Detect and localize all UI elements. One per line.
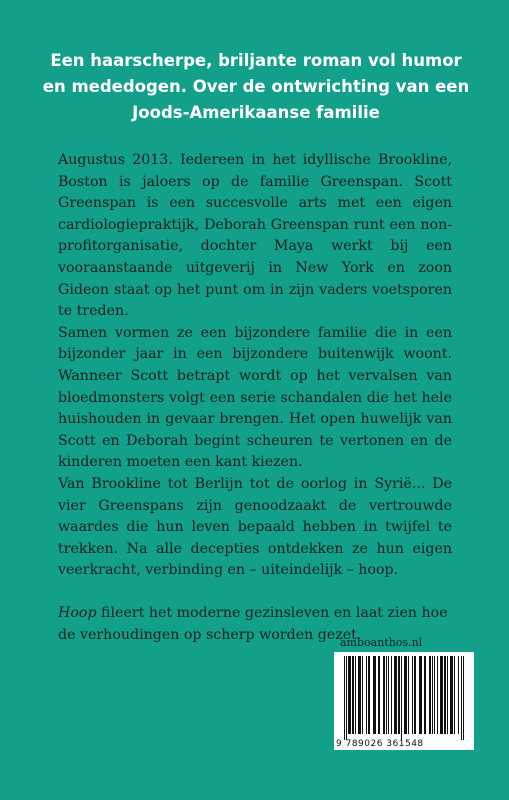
- barcode-bar: [401, 656, 402, 740]
- barcode-bar: [404, 656, 407, 734]
- barcode-bar: [358, 656, 361, 734]
- barcode-bar: [463, 656, 464, 740]
- barcode-bar: [429, 656, 431, 734]
- barcode-bar: [388, 656, 389, 734]
- paragraph-plot: Samen vormen ze een bijzondere familie die in een bijzonder jaar in een bijzondere buitenwijk woont. Wanneer Scott betrapt wordt op het vervalsen van bloedmonsters volgt een serie schandalen die het hele huishouden in gevaar brengen. Het open huwelijk van Scott en Deborah begint scheuren te vertonen en de kinderen moeten een kant kiezen.: [58, 324, 452, 471]
- barcode-bar: [378, 656, 380, 734]
- barcode-bar: [419, 656, 422, 734]
- closing-text: fileert het moderne gezinsleven en laat zien hoe de verhoudingen op scherp worden gezet.: [58, 605, 448, 644]
- barcode-bar: [412, 656, 413, 734]
- barcode-bar: [344, 656, 345, 740]
- barcode-bars: [334, 652, 474, 740]
- barcode-bar: [368, 656, 370, 734]
- barcode-bar: [408, 656, 409, 734]
- barcode-bar: [366, 656, 367, 734]
- barcode-bar: [352, 656, 354, 734]
- barcode-bar: [346, 656, 347, 740]
- barcode-bar: [362, 656, 363, 734]
- book-title: Hoop: [58, 605, 97, 622]
- barcode-bar: [424, 656, 426, 734]
- barcode-bar: [348, 656, 351, 734]
- barcode-bar: [391, 656, 392, 734]
- barcode-bar: [454, 656, 455, 734]
- barcode-bar: [450, 656, 453, 734]
- barcode-bar: [398, 656, 400, 734]
- publisher-url: amboanthos.nl: [340, 636, 423, 649]
- barcode-bar: [383, 656, 385, 734]
- barcode-bar: [394, 656, 397, 734]
- barcode-bar: [447, 656, 448, 734]
- paragraph-journey: Van Brookline tot Berlijn tot de oorlog in Syrië... De vier Greenspans zijn genoodzaakt de vertrouwde waardes die hun leven bepaald hebben in twijfel te trekken. Na alle decepties ontdekken ze hun eigen veerkracht, verbinding en – uiteindelijk – hoop.: [58, 475, 452, 579]
- barcode-bar: [414, 656, 416, 734]
- barcode-bar: [444, 656, 446, 734]
- barcode-bar: [432, 656, 433, 734]
- barcode-bar: [373, 656, 376, 734]
- barcode-bar: [355, 656, 356, 734]
- barcode: [334, 652, 474, 750]
- barcode-bar: [440, 656, 443, 734]
- barcode-bar: [434, 656, 435, 734]
- blurb-text: [58, 150, 452, 647]
- barcode-bar: [461, 656, 462, 740]
- barcode-bar: [458, 656, 459, 734]
- isbn-number: 9 789026 361548: [336, 739, 424, 749]
- paragraph-intro: Augustus 2013. Iedereen in het idyllische Brookline, Boston is jaloers op de familie Greenspan. Scott Greenspan is een succesvolle arts met een eigen cardiologiepraktijk, Deborah Greenspan runt een non-profitorganisatie, dochter Maya werkt bij een vooraanstaande uitgeverij in New York en zoon Gideon staat op het punt om in zijn vaders voetsporen te treden.: [58, 152, 452, 320]
- barcode-bar: [437, 656, 438, 734]
- tagline: Een haarscherpe, briljante roman vol humor en mededogen. Over de ontwrichting van een Joods-Amerikaanse familie: [42, 51, 470, 122]
- barcode-bar: [386, 656, 387, 734]
